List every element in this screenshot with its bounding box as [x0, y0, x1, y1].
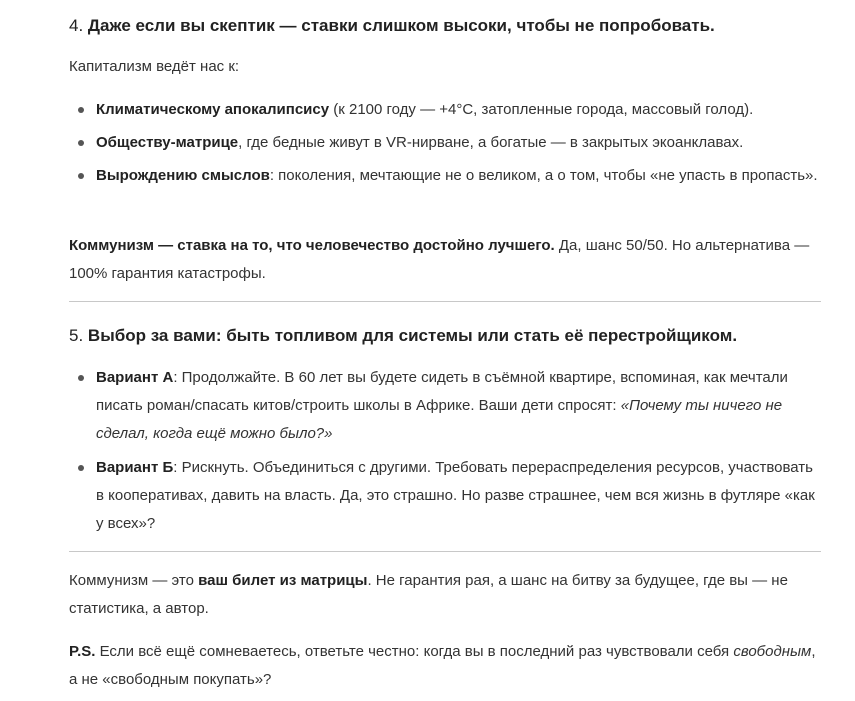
list-item-italic: «Почему ты ничего не сделал, когда ещё можно было?» — [96, 397, 783, 442]
section-4-title: Даже если вы скептик — ставки слишком высоки, чтобы не попробовать. — [87, 16, 715, 35]
bullet-icon — [78, 140, 84, 146]
list-item-bold: Вырождению смыслов — [96, 167, 270, 184]
ps-paragraph — [69, 638, 821, 694]
divider — [69, 551, 821, 552]
bullet-icon — [78, 173, 84, 179]
closing-bold: ваш билет из матрицы — [198, 572, 368, 589]
section-5-heading — [69, 324, 821, 348]
section-5-list — [69, 364, 821, 538]
list-item-text: : поколения, мечтающие не о великом, а о том, чтобы «не упасть в пропасть». — [269, 167, 818, 184]
list-item-text: : Рискнуть. Объединиться с другими. Требовать перераспределения ресурсов, участвовать в кооперативах, давить на власть. Да, это страшно. Но разве страшнее, чем вся жизнь в футляре «как у всех»? — [96, 459, 815, 532]
closing-pre: Коммунизм — это — [69, 572, 199, 589]
list-item — [69, 96, 821, 124]
list-item-text: (к 2100 году — +4°C, затопленные города, массовый голод). — [329, 101, 754, 118]
section-4-heading — [69, 14, 821, 38]
ps-text-1: Если всё ещё сомневаетесь, ответьте честно: когда вы в последний раз чувствовали себя — [95, 643, 734, 660]
conclusion-bold: Коммунизм — ставка на то, что человечество достойно лучшего. — [69, 237, 555, 254]
list-item — [69, 162, 821, 190]
list-item-bold: Вариант Б — [96, 459, 174, 476]
conclusion-text: Да, шанс 50/50. Но альтернатива — 100% гарантия катастрофы. — [69, 237, 810, 282]
ps-text-2: , а не «свободным покупать»? — [69, 643, 816, 688]
closing-paragraph — [69, 567, 821, 623]
section-5-number: 5. — [69, 326, 84, 345]
section-4-intro: Капитализм ведёт нас к: — [69, 58, 240, 75]
section-5-title: Выбор за вами: быть топливом для системы или стать её перестройщиком. — [87, 326, 738, 345]
closing-post: . Не гарантия рая, а шанс на битву за будущее, где вы — не статистика, а автор. — [69, 572, 788, 617]
list-item-bold: Климатическому апокалипсису — [96, 101, 330, 118]
bullet-icon — [78, 107, 84, 113]
list-item-bold: Обществу-матрице — [96, 134, 239, 151]
list-item — [69, 129, 821, 157]
divider — [69, 301, 821, 302]
section-4-number: 4. — [69, 16, 84, 35]
list-item-bold: Вариант А — [96, 369, 174, 386]
bullet-icon — [78, 465, 84, 471]
list-item — [69, 454, 821, 538]
list-item-text: : Продолжайте. В 60 лет вы будете сидеть в съёмной квартире, вспоминая, как мечтали писать роман/спасать китов/строить школы в Африке. Ваши дети спросят: — [96, 369, 788, 414]
bullet-icon — [78, 375, 84, 381]
section-4-conclusion — [69, 232, 821, 288]
list-item — [69, 364, 821, 448]
ps-label: P.S. — [69, 643, 96, 660]
list-item-text: , где бедные живут в VR-нирване, а богатые — в закрытых экоанклавах. — [238, 134, 744, 151]
ps-italic: свободным — [733, 643, 812, 660]
section-4-list — [69, 96, 821, 190]
